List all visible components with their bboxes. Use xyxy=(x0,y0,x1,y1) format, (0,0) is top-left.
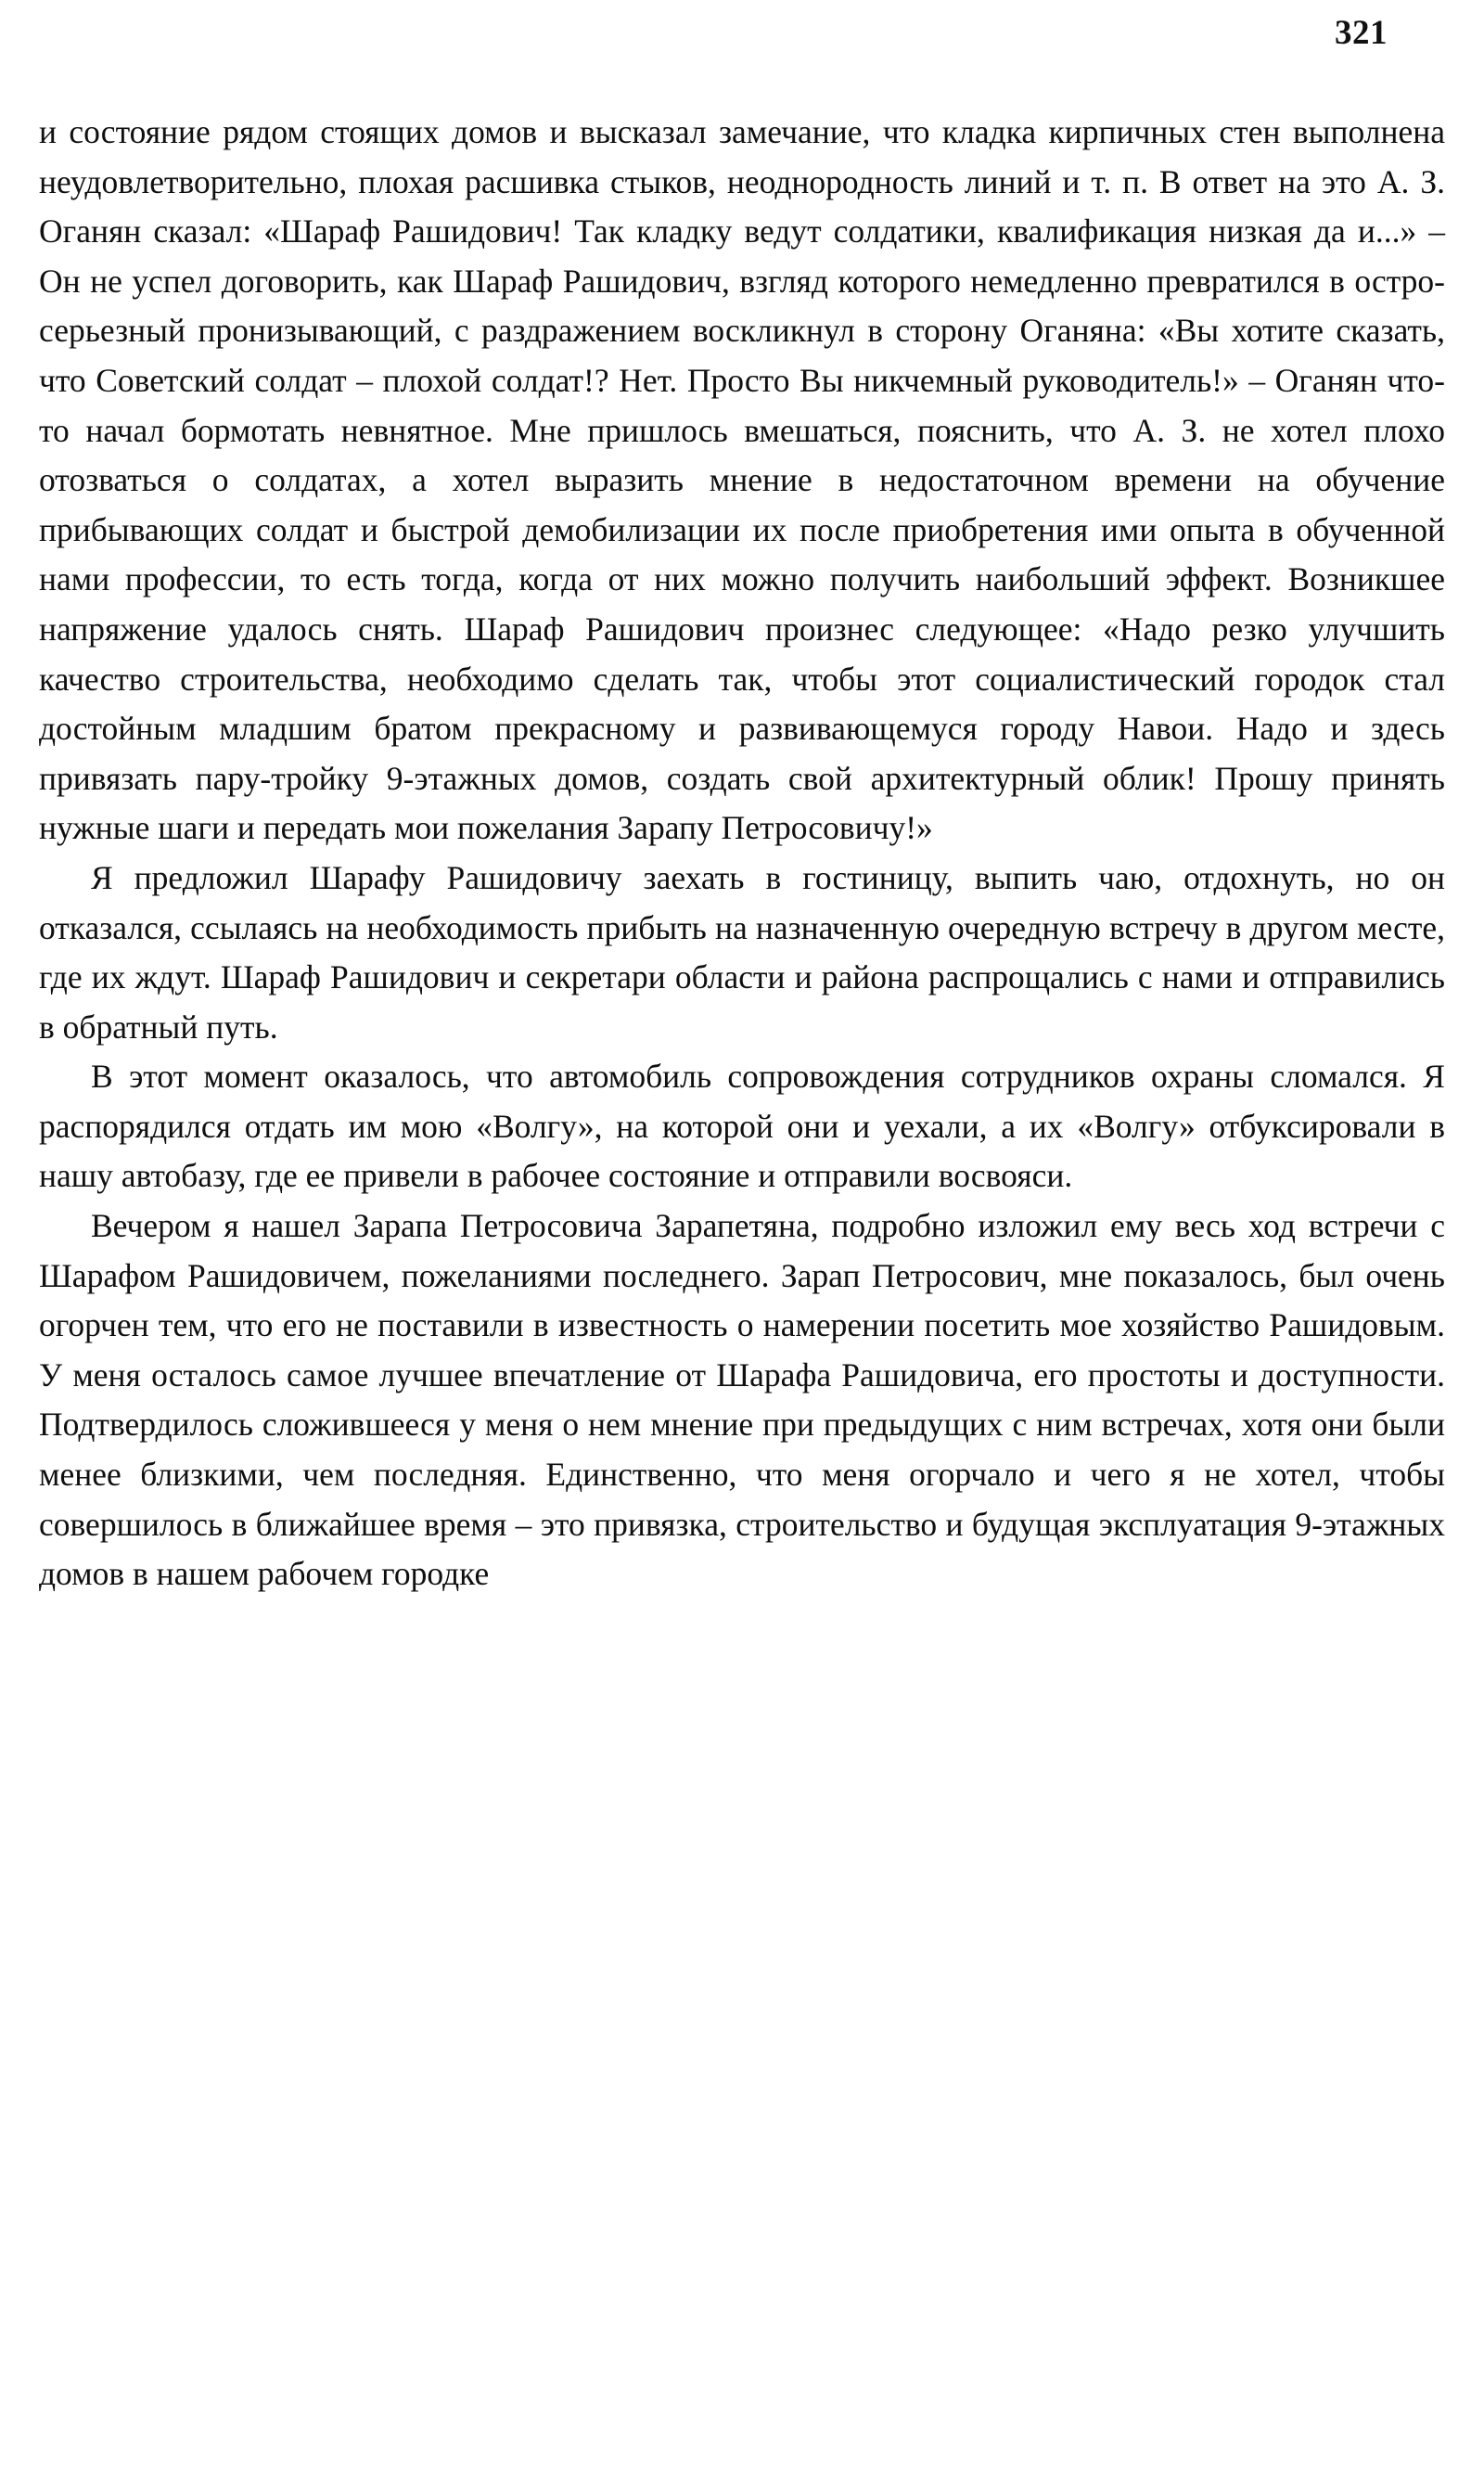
paragraph: Я предложил Шарафу Рашидовичу заехать в гостиницу, выпить чаю, отдохнуть, но он отказался, ссылаясь на необходимость прибыть на назначенную очередную встречу в другом месте, где их ждут. Шараф Рашидович и секретари области и района распрощались с нами и отправились в обратный путь. xyxy=(39,858,1445,1046)
paragraph: и состояние рядом стоящих домов и высказал замечание, что кладка кирпичных стен выполнена неудовлетворительно, плохая расшивка стыков, неоднородность линий и т. п. В ответ на это А. З. Оганян сказал: «Шараф Рашидович! Так кладку ведут солдатики, квалификация низкая да и...» – Он не успел договорить, как Шараф Рашидович, взгляд которого немедленно превратился в остро-серьезный пронизывающий, с раздражением воскликнул в сторону Оганяна: «Вы хотите сказать, что Советский солдат – плохой солдат!? Нет. Просто Вы никчемный руководитель!» – Оганян что-то начал бормотать невнятное. Мне пришлось вмешаться, пояснить, что А. З. не хотел плохо отозваться о солдатах, а хотел выразить мнение в недостаточном времени на обучение прибывающих солдат и быстрой демобилизации их после приобретения ими опыта в обученной нами профессии, то есть тогда, когда от них можно получить наибольший эффект. Возникшее напряжение удалось снять. Шараф Рашидович произнес следующее: «Надо резко улучшить качество строительства, необходимо сделать так, чтобы этот социалистический городок стал достойным младшим братом прекрасному и развивающемуся городу Навои. Надо и здесь привязать пару-тройку 9-этажных домов, создать свой архитектурный облик! Прошу принять нужные шаги и передать мои пожелания Зарапу Петросовичу!» xyxy=(39,113,1445,847)
paragraph: Вечером я нашел Зарапа Петросовича Зарапетяна, подробно изложил ему весь ход встречи с Шарафом Рашидовичем, пожеланиями последнего. Зарап Петросович, мне показалось, был очень огорчен тем, что его не поставили в известность о намерении посетить мое хозяйство Рашидовым. У меня осталось самое лучшее впечатление от Шарафа Рашидовича, его простоты и доступности. Подтвердилось сложившееся у меня о нем мнение при предыдущих с ним встречах, хотя они были менее близкими, чем последняя. Единственно, что меня огорчало и чего я не хотел, чтобы совершилось в ближайшее время – это привязка, строительство и будущая эксплуатация 9-этажных домов в нашем рабочем городке xyxy=(39,1207,1445,1593)
page-body-text xyxy=(39,108,1445,1599)
paragraph: В этот момент оказалось, что автомобиль сопровождения сотрудников охраны сломался. Я распорядился отдать им мою «Волгу», на которой они и уехали, а их «Волгу» отбуксировали в нашу автобазу, где ее привели в рабочее состояние и отправили восвояси. xyxy=(39,1058,1445,1195)
page-number: 321 xyxy=(1335,14,1388,52)
